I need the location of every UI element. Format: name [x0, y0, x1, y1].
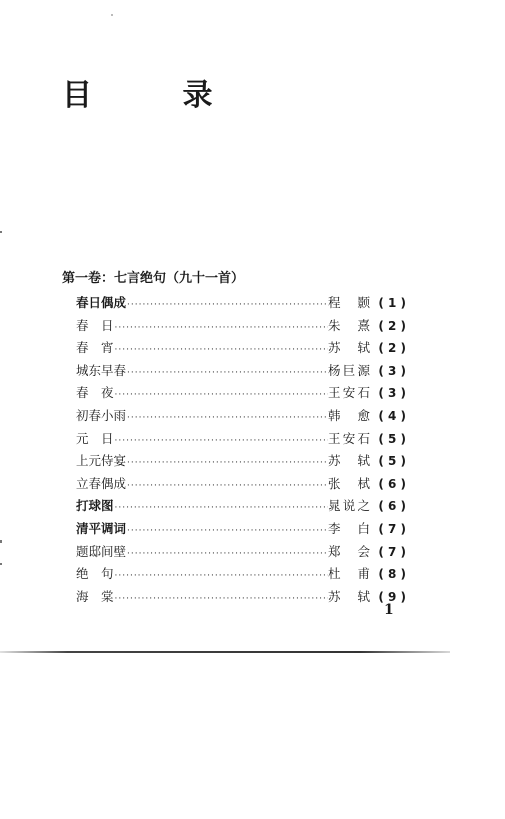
toc-entry[interactable]: [76, 450, 406, 473]
toc-entry-author: 杜 甫: [328, 566, 370, 582]
toc-entry-author: 王安石: [328, 430, 370, 446]
toc-dot-leader: [126, 475, 328, 498]
toc-entry-author: 苏 轼: [328, 453, 370, 469]
toc-entry-author: 苏 轼: [328, 588, 370, 604]
toc-entry-page: ( 4 ): [378, 408, 406, 423]
toc-entry-page: ( 9 ): [378, 589, 406, 604]
toc-entry-author: 朱 熹: [328, 317, 370, 333]
toc-entry-title: 初春小雨: [76, 407, 127, 423]
toc-entry-title: 立春偶成: [76, 475, 127, 491]
toc-entry-page: ( 6 ): [378, 476, 406, 491]
toc-dot-leader: [114, 565, 328, 588]
toc-entry-author: 郑 会: [328, 543, 370, 559]
toc-entry-author: 杨巨源: [328, 362, 370, 378]
scan-speck: [0, 540, 2, 543]
page-title: 目 录: [62, 78, 253, 113]
toc-entry[interactable]: [76, 563, 406, 586]
toc-entry-title: 城东早春: [76, 362, 127, 378]
toc-entry-page: ( 2 ): [378, 318, 406, 333]
toc-entry-page: ( 5 ): [378, 454, 406, 469]
toc-entry-author: 苏 轼: [328, 340, 370, 356]
toc-entry-title: 春 日: [76, 317, 114, 333]
toc-dot-leader: [114, 497, 328, 520]
toc-dot-leader: [126, 520, 328, 543]
toc-entry-title: 春日偶成: [76, 295, 127, 310]
toc-entry-author: 晁说之: [328, 498, 370, 514]
table-of-contents: [76, 292, 406, 608]
toc-entry-author: 王安石: [328, 385, 370, 401]
toc-entry-title: 春 宵: [76, 340, 114, 356]
toc-entry[interactable]: [76, 428, 406, 451]
toc-entry[interactable]: [76, 541, 406, 564]
toc-entry-page: ( 1 ): [378, 296, 406, 310]
toc-entry-page: ( 2 ): [378, 341, 406, 356]
toc-entry-author: 李 白: [328, 520, 370, 536]
toc-entry[interactable]: [76, 586, 406, 609]
toc-dot-leader: [114, 588, 328, 611]
toc-entry-title: 清平调词: [76, 520, 127, 536]
toc-entry-page: ( 5 ): [378, 431, 406, 446]
toc-dot-leader: [126, 452, 328, 475]
toc-dot-leader: [126, 407, 328, 430]
toc-dot-leader: [126, 362, 328, 385]
toc-entry-title: 元 日: [76, 430, 114, 446]
toc-entry-page: ( 8 ): [378, 567, 406, 582]
page-bottom-rule: [0, 651, 450, 653]
toc-entry[interactable]: [76, 473, 406, 496]
toc-dot-leader: [126, 294, 328, 317]
toc-entry[interactable]: [76, 315, 406, 338]
toc-entry-title: 海 棠: [76, 588, 114, 604]
toc-entry-page: ( 7 ): [378, 521, 406, 536]
scan-speck: [0, 563, 2, 565]
toc-dot-leader: [114, 339, 328, 362]
page-number: 1: [384, 602, 394, 618]
toc-entry-title: 题邸间壁: [76, 543, 127, 559]
scan-speck: [111, 14, 113, 16]
scan-speck: [0, 231, 2, 233]
toc-entry-title: 上元侍宴: [76, 453, 127, 469]
toc-entry-page: ( 6 ): [378, 499, 406, 514]
toc-entry[interactable]: [76, 292, 406, 315]
toc-entry-title: 春 夜: [76, 385, 114, 401]
toc-entry-author: 程 颢: [328, 295, 370, 310]
toc-entry-page: ( 3 ): [378, 363, 406, 378]
toc-entry[interactable]: [76, 360, 406, 383]
toc-entry[interactable]: [76, 405, 406, 428]
toc-entry-page: ( 7 ): [378, 544, 406, 559]
toc-entry[interactable]: [76, 382, 406, 405]
toc-entry[interactable]: [76, 337, 406, 360]
toc-entry-title: 绝 句: [76, 566, 114, 582]
toc-entry-page: ( 3 ): [378, 386, 406, 401]
toc-dot-leader: [126, 543, 328, 566]
section-heading: 第一卷：七言绝句（九十一首）: [62, 271, 245, 286]
toc-dot-leader: [114, 317, 328, 340]
toc-entry-title: 打球图: [76, 498, 114, 514]
toc-entry[interactable]: [76, 518, 406, 541]
toc-dot-leader: [114, 430, 328, 453]
toc-entry-author: 韩 愈: [328, 407, 370, 423]
toc-entry[interactable]: [76, 495, 406, 518]
toc-dot-leader: [114, 384, 328, 407]
toc-entry-author: 张 栻: [328, 475, 370, 491]
